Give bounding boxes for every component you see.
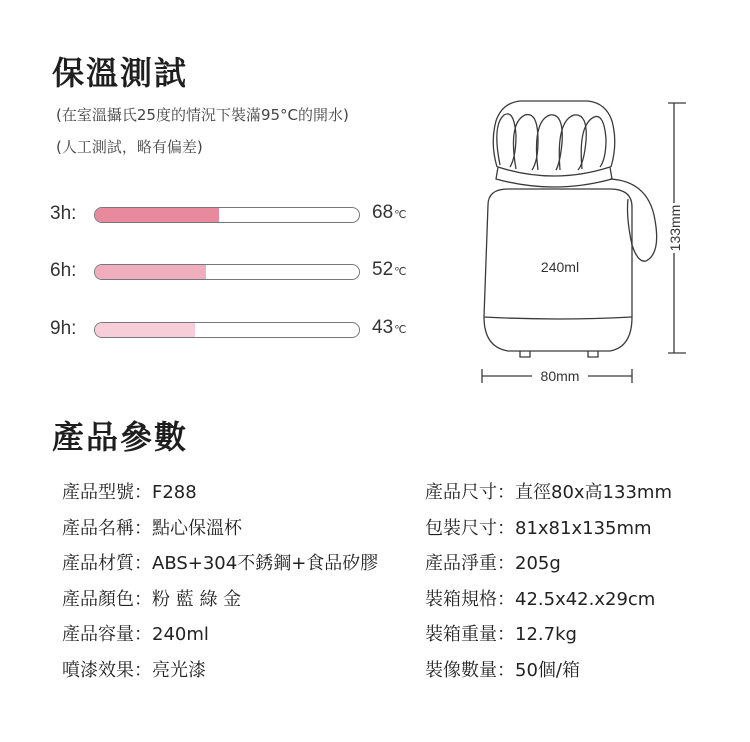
capacity-label: 240ml: [540, 259, 580, 275]
param-carton-spec: 裝箱規格：42.5x42.x29cm: [425, 588, 656, 610]
param-material: 產品材質：ABS+304不銹鋼+食品矽膠: [62, 553, 379, 574]
params-left-column: [62, 475, 378, 688]
param-capacity: 產品容量：240ml: [62, 624, 209, 645]
bottle-base: [484, 317, 632, 319]
lid-petal: [513, 115, 538, 170]
param-colors: 產品顏色：粉 藍 綠 金: [62, 588, 242, 610]
test-row-label: 3h:: [50, 203, 77, 224]
param-package-size: 包裝尺寸：81x81x135mm: [425, 517, 652, 539]
temperature-value: 43℃: [372, 317, 407, 338]
param-dimensions: 產品尺寸：直徑80x高133mm: [425, 482, 672, 503]
param-name: 產品名稱：點心保溫杯: [62, 517, 242, 539]
bottle-strap: [610, 179, 657, 261]
section-title-params: 產品參數: [52, 418, 189, 456]
temperature-bar-fill: [95, 323, 195, 337]
temperature-value: 52℃: [372, 259, 407, 280]
param-net-weight: 產品淨重：205g: [425, 553, 561, 574]
param-model: 產品型號：F288: [62, 482, 197, 503]
bottle-diagram: [470, 95, 710, 390]
bottle-collar: [496, 167, 612, 187]
temperature-value: 68℃: [372, 202, 407, 223]
bottle-lid: [493, 101, 615, 167]
temperature-bar-fill: [95, 208, 219, 222]
param-carton-quantity: 裝像數量：50個/箱: [425, 659, 580, 681]
param-carton-weight: 裝箱重量：12.7kg: [425, 624, 577, 645]
temperature-bar: [94, 322, 360, 338]
test-note-disclaimer: (人工測試，略有偏差): [56, 138, 203, 156]
params-right-column: [425, 475, 672, 688]
width-label: 80mm: [540, 368, 580, 384]
test-row-label: 6h:: [50, 260, 77, 281]
section-title-test: 保溫測試: [52, 54, 189, 92]
bottle-feet: [520, 351, 598, 357]
temperature-bar-fill: [95, 265, 206, 279]
test-row-label: 9h:: [50, 318, 77, 339]
lid-petal: [537, 115, 563, 170]
temperature-bar: [94, 207, 360, 223]
test-note-conditions: (在室溫攝氏25度的情況下裝滿95°C的開水): [56, 106, 349, 124]
temperature-bar: [94, 264, 360, 280]
height-label-text: 133mm: [667, 204, 683, 252]
param-finish: 噴漆效果：亮光漆: [62, 659, 206, 681]
